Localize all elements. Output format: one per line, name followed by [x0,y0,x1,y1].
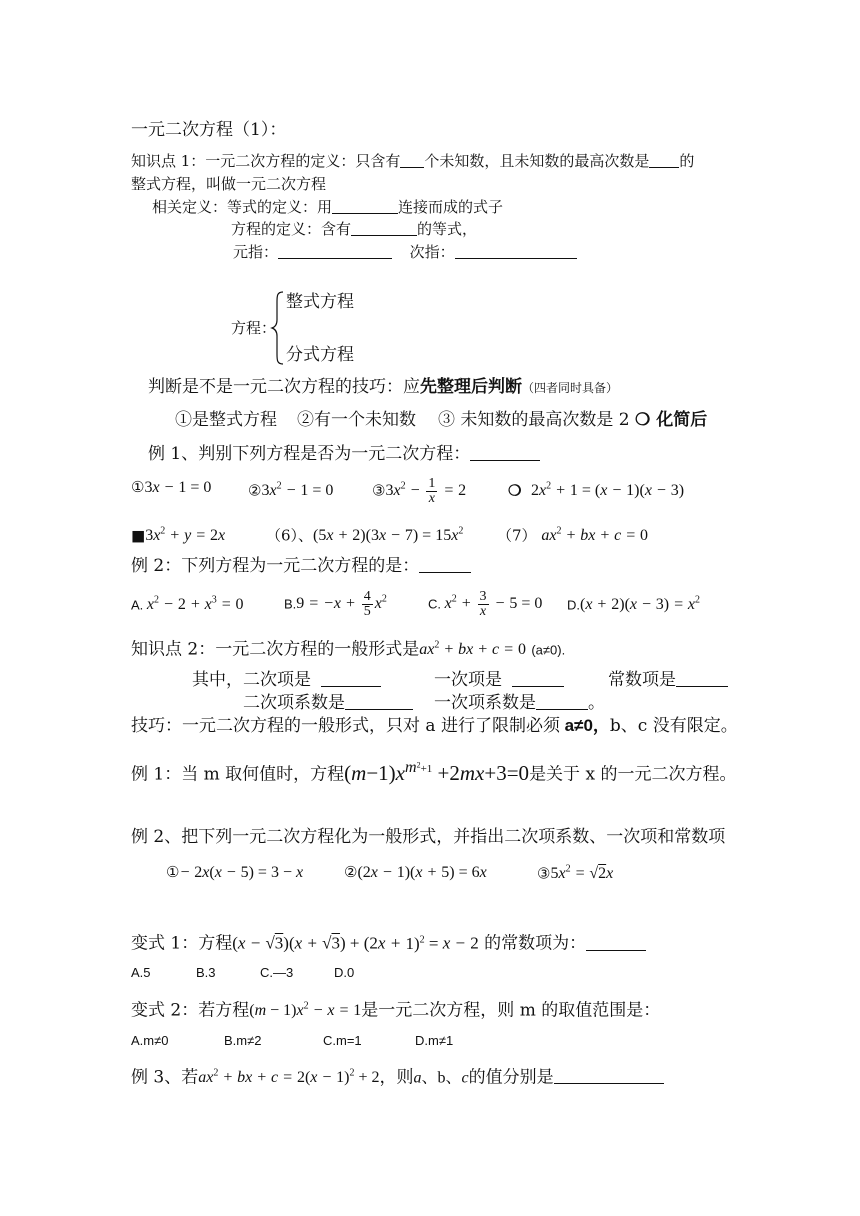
left-brace-icon [270,290,286,366]
example-general-eq1: − 2x(x − 5) = 3 − x [179,864,304,881]
ex2-option-d-label: D. [567,597,580,613]
blank-unknown-count[interactable] [400,153,424,168]
blank-example3-answer[interactable] [554,1069,664,1084]
kp2-coef-end: 。 [588,693,605,713]
variant2-equation: $(m - 1)x^2 - x = 1$ [249,1001,362,1020]
tip-judge-prefix: 判断是不是一元二次方程的技巧：应 [148,377,420,397]
eq-def-prefix: 相关定义：等式的定义：用 [152,198,333,216]
variant2-option-c: C.m=1 [323,1033,362,1048]
blank-variant1-answer[interactable] [586,936,646,951]
example2-prompt-text: 例 2：下列方程为一元二次方程的是： [131,556,420,576]
classify-item-fractional: 分式方程 [286,345,354,365]
blank-highest-degree[interactable] [649,153,679,168]
ex2-option-b: B.9 = −x + $\frac{4}{5}$ $x^2$ [284,589,387,620]
variant2-option-b: B.m≠2 [224,1033,262,1048]
ex2-option-b-label: B. [284,596,297,612]
classify-item-integral: 整式方程 [286,292,354,312]
blank-equality-symbol[interactable] [332,199,398,214]
tip-general-prefix: 技巧：一元二次方程的一般形式，只对 a 进行了限制必须 [131,716,560,736]
general-form: $ax^2$ + bx + c = 0 [419,640,526,659]
example-m-prefix: 例 1：当 m 取何值时，方程 [131,764,345,785]
example-general-eq2: (2x − 1)(x + 5) = 6x [357,864,487,881]
variant2-line [131,997,660,1021]
example1-row1 [131,477,211,498]
example-general-item2 [344,862,487,883]
example2-prompt [131,556,471,576]
tip-judge-note: （四者同时具备） [522,381,619,395]
ex1-item6 [266,522,463,546]
blank-yuan[interactable] [278,244,392,259]
blank-example2-answer[interactable] [419,558,471,573]
example-general-mark1: ① [166,863,180,881]
ex1-eq1: 3x − 1 = 0 [144,479,212,496]
kp1-line2: 整式方程，叫做一元二次方程 [131,175,327,193]
example1-prompt-text: 例 1、判别下列方程是否为一元二次方程： [148,444,471,464]
blank-linear-coef[interactable] [536,695,588,710]
equation-definition [231,219,477,239]
kp1-prefix: 知识点 1：一元二次方程的定义：只含有 [131,152,401,170]
ci-label: 次指： [409,243,455,261]
variant2-suffix: 是一元二次方程，则 m 的取值范围是： [361,1000,661,1021]
condition-4-marker-icon: ❍ [635,410,651,430]
ex1-eq5: $3x^2 + y = 2x$ [145,526,226,545]
example3-prefix: 例 3、若 [131,1067,199,1088]
ex1-item3 [372,472,466,506]
tip-general-form [131,716,738,736]
tip-general-suffix: b、c 没有限定。 [609,716,738,736]
example3-line [131,1064,664,1088]
kp2-linear-coef [434,693,605,713]
kp2-linear-term [434,670,564,690]
kp2-linear-term-label: 一次项是 [434,670,502,690]
variant1-line [131,928,646,956]
variant1-option-a: A.5 [131,965,151,980]
yuan-ci-line [233,242,577,262]
example-general-prompt: 例 2、把下列一元二次方程化为一般形式，并指出二次项系数、一次项和常数项 [131,827,726,847]
classify-label: 方程： [231,319,277,337]
example-m-line [131,752,736,788]
blank-linear-term[interactable] [512,672,564,687]
example1-row2 [131,522,225,546]
ex1-eq6: $(5x + 2)(3x - 7) = 15x^2$ [313,526,464,545]
fc-def-prefix: 方程的定义：含有 [231,220,352,238]
kp2-quadratic-term-label: 其中，二次项是 [192,670,311,690]
example1-prompt [148,444,540,464]
ex2-option-a: A. $x^2 - 2 + x^3 = 0$ [131,595,244,614]
variant1-option-c: C.—3 [260,965,294,980]
example-m-suffix: 是关于 x 的一元二次方程。 [529,764,737,785]
kp2-linear-coef-label: 一次项系数是 [434,693,536,713]
ex1-item2 [248,477,333,501]
kp2-suffix: (a≠0). [531,642,566,658]
example-m-equation: $(m-1)x^{m^2+1} +2mx+3=0$ [344,758,530,785]
example-general-item1 [166,862,303,883]
ex1-item1-mark: ① [131,478,145,496]
ex1-eq3: $3x^2$ − $\frac{1}{x}$ = 2 [385,476,467,507]
ex2-option-c-label: C. [428,596,441,612]
tip-general-bold: a≠0， [559,716,610,735]
condition-3: ③ 未知数的最高次数是 2 [438,410,630,430]
conditions-line [175,410,707,430]
kp2-line [131,636,565,660]
ex1-eq2: $3x^2 - 1 = 0$ [261,481,334,500]
eq-def-suffix: 连接而成的式子 [398,198,504,216]
kp1-end: 的 [679,152,695,170]
variant1-equation: $(x - √3)(x + √3) + (2x + 1)^2 = x - 2$ [232,933,479,953]
kp2-quadratic-coef-label: 二次项系数是 [243,693,345,713]
blank-example1-answer[interactable] [470,446,540,461]
equality-definition [152,197,503,217]
ex1-eq7: $ax^2$ + bx + c = 0 [541,526,649,545]
example-general-mark3: ③ [537,864,551,883]
condition-1: ①是整式方程 [175,410,277,430]
variant1-prefix: 变式 1：方程 [131,933,233,954]
page-title: 一元二次方程（1）： [131,120,287,140]
tip-judge-bold: 先整理后判断 [420,377,522,397]
blank-quadratic-term[interactable] [321,672,381,687]
kp2-constant-term-label: 常数项是 [608,670,676,690]
condition-2: ②有一个未知数 [297,410,416,430]
fc-def-suffix: 的等式， [417,220,478,238]
example3-equation: $ax^2$ + bx + $c = 2(x - 1)^2 + 2$ [198,1068,380,1087]
ex1-eq4: $2x^2 + 1 = (x - 1)(x - 3)$ [531,481,685,500]
condition-4: 化简后 [650,410,708,430]
blank-ci[interactable] [455,244,577,259]
ex1-item3-mark: ③ [372,481,386,500]
kp1-line1 [131,151,694,171]
ex2-option-d: $D.(x + 2)(x - 3) = x^2$ [567,595,701,614]
ex1-item6-mark: （6）、 [266,526,314,545]
ex1-item2-mark: ② [248,481,262,500]
kp2-constant-term [608,670,728,690]
variant1-option-b: B.3 [196,965,216,980]
example3-vars: a、b、c [413,1069,469,1087]
blank-quadratic-coef[interactable] [345,695,413,710]
ex1-item4-mark-icon: ❍ [508,481,522,500]
kp2-prefix: 知识点 2：一元二次方程的一般形式是 [131,639,420,660]
example3-suffix: 的值分别是 [468,1067,554,1088]
ex2-option-c: C. $x^2$ + $\frac{3}{x}$ − 5 = 0 [428,589,543,620]
variant2-option-a: A.m≠0 [131,1033,169,1048]
ex1-item4 [508,477,684,501]
example-general-mark2: ② [344,863,358,881]
ex1-item7-mark: （7） [497,526,537,545]
variant2-prefix: 变式 2：若方程 [131,1000,250,1021]
tip-judge [148,377,618,398]
example3-mid: ，则 [379,1067,414,1088]
variant1-suffix: 的常数项为： [484,933,587,954]
variant1-option-d: D.0 [334,965,355,980]
kp1-mid: 个未知数，且未知数的最高次数是 [424,152,650,170]
example-general-item3 [537,860,613,884]
ex1-item5-mark-icon: ■ [131,526,146,545]
yuan-label: 元指： [233,243,279,261]
ex2-option-a-label: A. [131,597,144,613]
kp2-terms-line [192,670,381,690]
ex1-item7 [497,522,648,546]
variant2-option-d: D.m≠1 [415,1033,454,1048]
kp2-coef-line [243,693,413,713]
example-general-eq3: $5x^2 = √2x$ [550,864,614,883]
blank-unknown[interactable] [351,221,417,236]
blank-constant-term[interactable] [676,672,728,687]
